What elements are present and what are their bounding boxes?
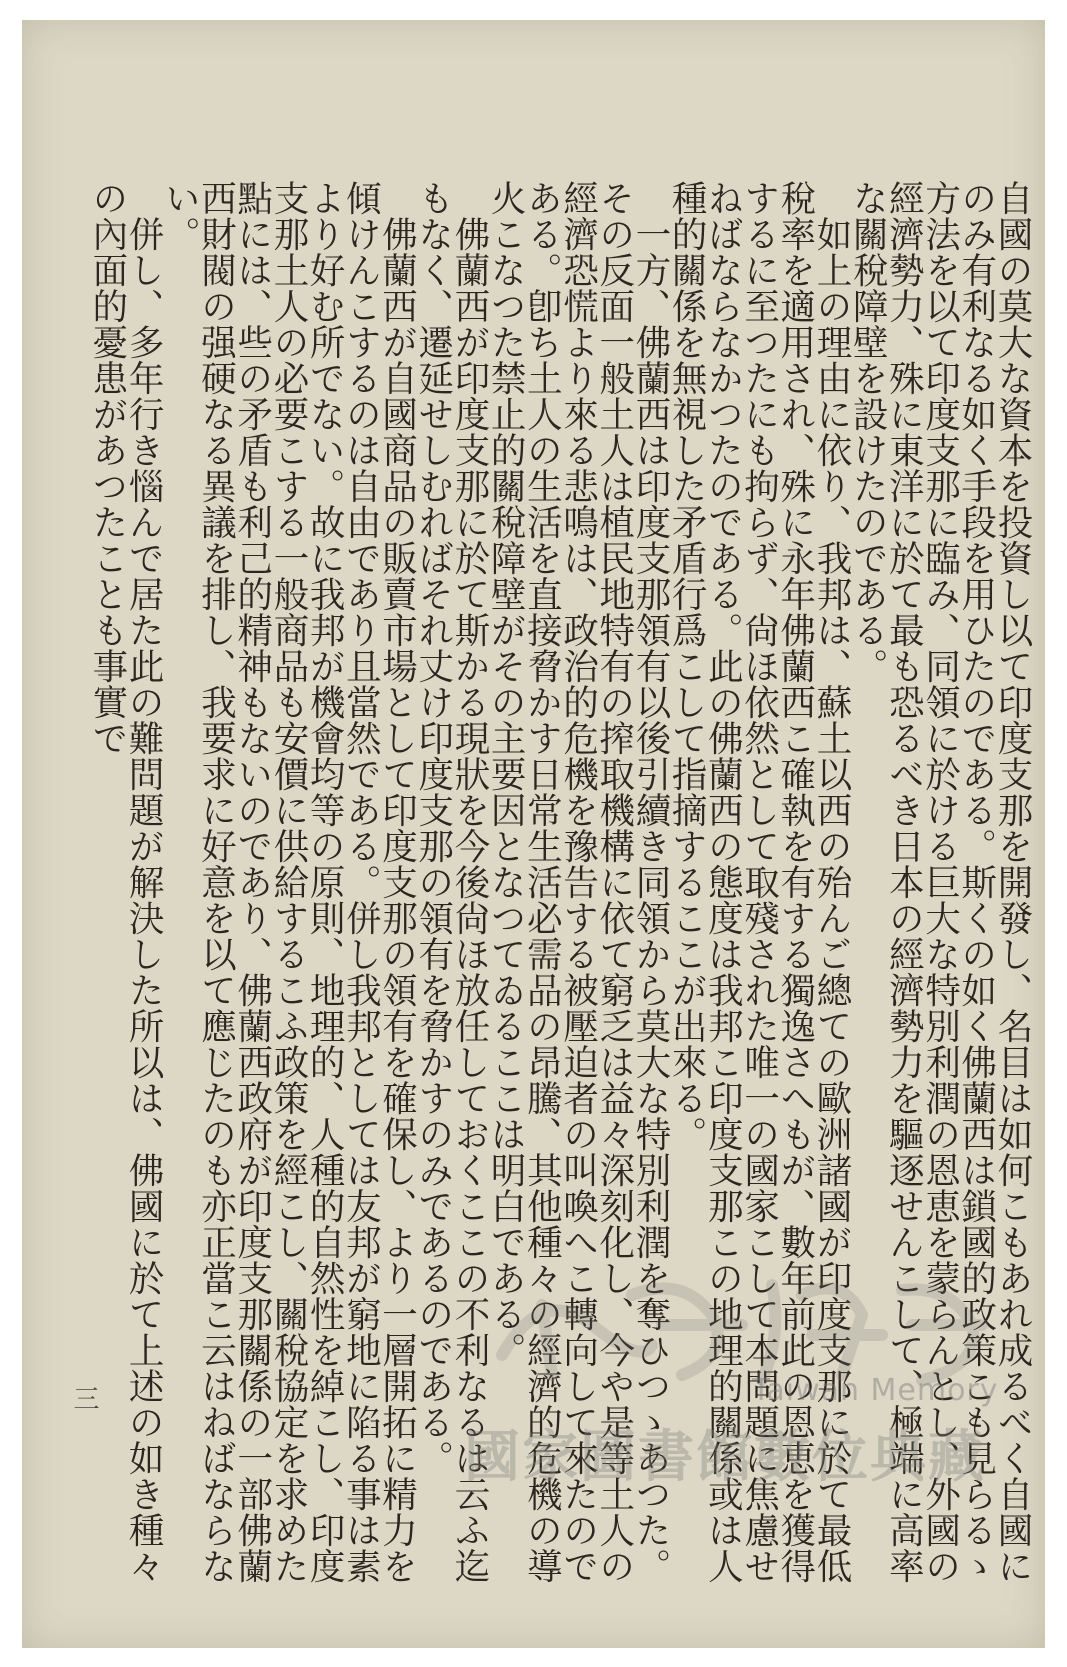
page-number: 三 — [69, 1385, 99, 1411]
document-page — [22, 20, 1045, 1648]
paragraph-2: 如上の理由に依り、我邦は、蘇土以西の殆んご總ての歐洲諸國が印度支那に於て最低稅率を適用され、殊に永年佛蘭西こ確執を有する獨逸さへもが、數年前此の恩恵を獲得するに至つたにも拘らず、尙ほ依然として取殘された唯一の國家こして本問題に焦慮せねばならなかつたのである。此の佛蘭西の態度は我邦こ印度支那この地理的關係或は人種的關係を無視した矛盾行爲こして指摘するここが出來る。 — [666, 180, 852, 1584]
vertical-text-body — [86, 180, 1033, 1600]
paragraph-6: 併し、多年行き惱んで居た此の難問題が解決した所以は、佛國に於て上述の如き種々の內面的憂患があつたことも事實で — [86, 180, 165, 1584]
paragraph-1: 自國の莫大な資本を投資し以て印度支那を開發し、名目は如何こもあれ成るべく自國にのみ有利なる如く手段を用ひたのである。斯くの如く佛蘭西は鎖國的政策こも見らるゝ方法を以て印度支那に臨み、同領に於ける巨大な特別利潤の恩恵を蒙らんとし、外國の經濟勢力、殊に東洋に於て最も恐るべき日本の經濟勢力を驅逐せんこして、極端に高率な關稅障壁を設けたのである。 — [847, 180, 1033, 1584]
paragraph-5: 佛蘭西が自國商品の販賣市場として印度支那の領有を確保し、より一層開拓に精力を傾けんこするのは自由であり且當然である。併し我邦としては友邦が窮地に陷る事は素より好む所でない。故に我邦が機會均等の原則、地理的、人種的自然性を綽こし、印度支那土人の必要こする一般商品も安價に供給するこふ政策を經こし、關稅協定を求めた點には、些の矛盾も利己的精神もないのであり、佛蘭西政府が印度支那關係の一部佛蘭西財閥の强硬なる異議を排し、我要求に好意を以て應じたのも亦正當こ云はねばならない。 — [159, 180, 418, 1584]
watermark-english: Taiwan Memory — [752, 1373, 999, 1408]
watermark-chinese: 國家圖書館數位典藏 — [464, 1425, 986, 1490]
paragraph-4: 佛蘭西が印度支那に於て斯かる現狀を今後尙ほ放任しておくここの不利なるは云ふ迄もなく、遷延せしむればそれ丈け印度支那の領有を脅かすのみであるのである。 — [412, 180, 490, 1584]
paragraph-3: 一方、佛蘭西は印度支那領有以後引續き同領から莫大な特別利潤を奪ひつゝあつた。その反面一般土人は植民地特有の搾取機構に依て窮乏は益々深刻化し、今や是等土人の經濟恐慌より來る悲鳴は、政治的危機を豫告する被壓迫者の叫喚へこ轉向して來たのである。卽ち土人の生活を直接脅かす日常生活必需品の昂騰、其他種々の經濟的危機の導火こなつた禁止的關稅障壁がその主要因となつてゐるここは明白である。 — [485, 180, 671, 1584]
